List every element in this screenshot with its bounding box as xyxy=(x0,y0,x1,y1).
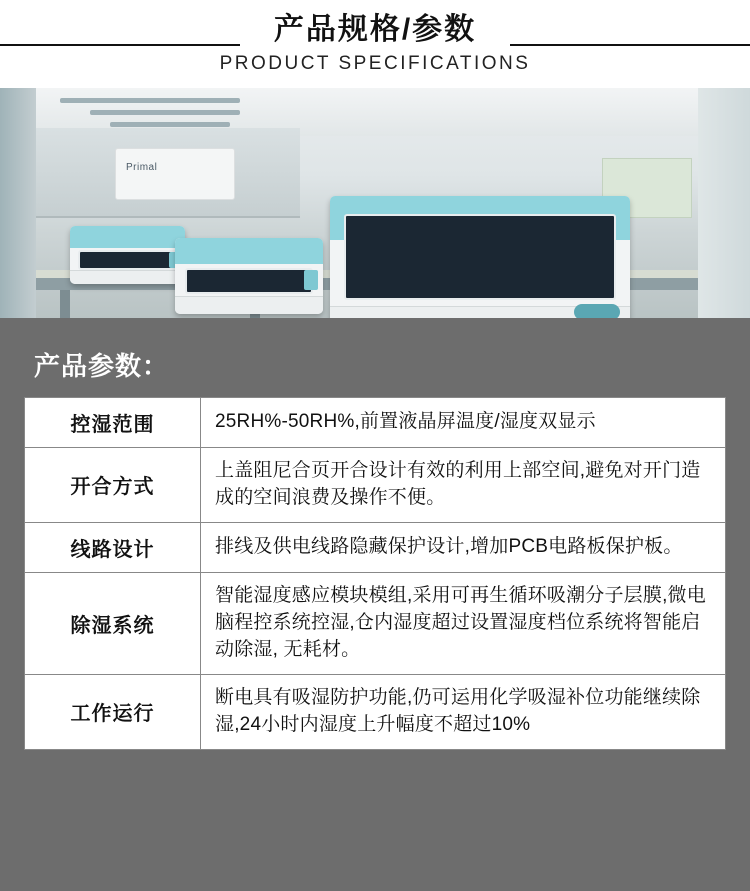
photo-left-edge xyxy=(0,88,36,318)
header-rule-right xyxy=(510,44,750,46)
bench-leg xyxy=(60,290,70,318)
page-title-en: PRODUCT SPECIFICATIONS xyxy=(210,53,541,75)
table-row xyxy=(25,522,726,572)
spec-table xyxy=(24,397,726,750)
table-row xyxy=(25,572,726,674)
spec-key: 开合方式 xyxy=(25,448,201,523)
page-title-cn: 产品规格/参数 xyxy=(260,13,490,46)
spec-value: 上盖阻尼合页开合设计有效的利用上部空间,避免对开门造成的空间浪费及操作不便。 xyxy=(201,448,726,523)
ceiling-bar xyxy=(90,110,240,115)
photo-right-edge xyxy=(698,88,750,318)
ceiling-bar xyxy=(60,98,240,103)
cabinet-logo-badge xyxy=(574,304,620,318)
spec-value: 断电具有吸湿防护功能,仍可运用化学吸湿补位功能继续除湿,24小时内湿度上升幅度不超过10% xyxy=(201,674,726,749)
cabinet-base xyxy=(175,296,323,314)
product-photo xyxy=(0,88,750,318)
spec-key: 控湿范围 xyxy=(25,398,201,448)
page-header xyxy=(0,0,750,88)
dry-cabinet-small-left xyxy=(70,226,185,284)
dry-cabinet-medium xyxy=(175,238,323,314)
cabinet-base xyxy=(70,270,185,284)
background-printer xyxy=(115,148,235,200)
spec-value: 智能湿度感应模块模组,采用可再生循环吸潮分子层膜,微电脑程控系统控湿,仓内湿度超过设置湿度档位系统将智能启动除湿, 无耗材。 xyxy=(201,572,726,674)
spec-value: 25RH%-50RH%,前置液晶屏温度/湿度双显示 xyxy=(201,398,726,448)
specifications-section xyxy=(0,318,750,891)
table-row xyxy=(25,674,726,749)
spec-value: 排线及供电线路隐藏保护设计,增加PCB电路板保护板。 xyxy=(201,522,726,572)
cabinet-lid xyxy=(70,226,185,248)
cabinet-lid xyxy=(175,238,323,264)
spec-key: 工作运行 xyxy=(25,674,201,749)
dry-cabinet-main xyxy=(330,196,630,318)
header-rule-left xyxy=(0,44,240,46)
cabinet-window xyxy=(78,250,177,270)
table-row xyxy=(25,448,726,523)
cabinet-badge xyxy=(304,270,318,290)
table-row xyxy=(25,398,726,448)
cabinet-window xyxy=(185,268,313,294)
ceiling-bar xyxy=(110,122,230,127)
cabinet-window xyxy=(344,214,616,300)
spec-heading: 产品参数： xyxy=(34,351,170,381)
background-printer-label: Primal xyxy=(126,162,158,173)
spec-key: 线路设计 xyxy=(25,522,201,572)
spec-key: 除湿系统 xyxy=(25,572,201,674)
